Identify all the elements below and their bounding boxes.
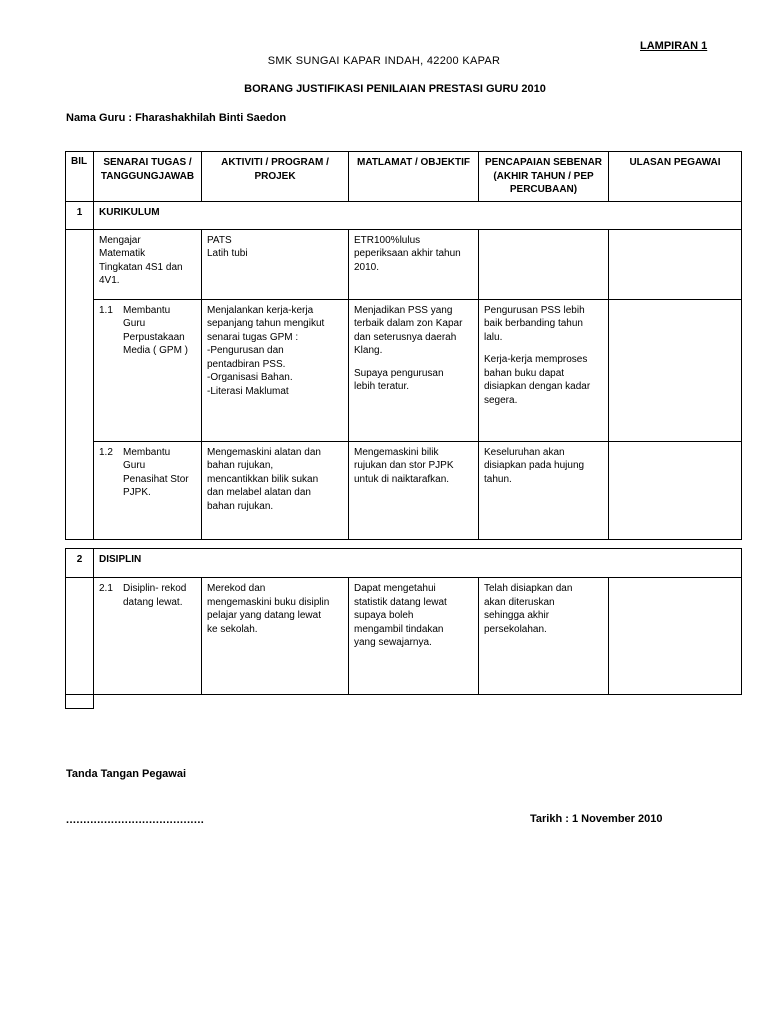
tugas-cell bbox=[94, 578, 202, 695]
text-line: lalu. bbox=[484, 331, 503, 343]
text-line: dan seterusnya daerah bbox=[354, 331, 457, 343]
text-line: -Organisasi Bahan. bbox=[207, 372, 293, 383]
text-line: ETR100%lulus bbox=[354, 234, 421, 246]
bil-cell bbox=[66, 578, 94, 695]
header-pencapaian-line: (AKHIR TAHUN / PEP bbox=[493, 170, 594, 182]
text-line: datang lewat. bbox=[123, 596, 183, 608]
date-label: Tarikh : 1 November 2010 bbox=[530, 813, 663, 825]
header-senarai-line: TANGGUNGJAWAB bbox=[100, 170, 195, 182]
disiplin-table bbox=[65, 548, 742, 709]
header-senarai-line: SENARAI TUGAS / bbox=[103, 157, 192, 168]
kurikulum-table bbox=[65, 151, 742, 540]
text-line: persekolahan. bbox=[484, 623, 547, 635]
text-line: senarai tugas GPM : bbox=[207, 331, 299, 343]
signature-label: Tanda Tangan Pegawai bbox=[66, 768, 187, 780]
pencapaian-cell bbox=[479, 299, 609, 441]
header-bil: BIL bbox=[66, 152, 94, 202]
text-line: dan melabel alatan dan bbox=[207, 487, 311, 498]
aktiviti-cell bbox=[202, 441, 349, 539]
section-row bbox=[66, 201, 742, 229]
pencapaian-cell bbox=[479, 578, 609, 695]
text-line: disiapkan pada hujung bbox=[484, 460, 585, 471]
text-line: bahan buku dapat bbox=[484, 367, 565, 379]
matlamat-cell bbox=[349, 299, 479, 441]
empty-cell bbox=[94, 695, 742, 709]
text-line: Keseluruhan akan bbox=[484, 446, 565, 458]
text-line: akan diteruskan bbox=[484, 596, 555, 608]
text-line: lebih teratur. bbox=[354, 381, 410, 392]
header-aktiviti: AKTIVITI / PROGRAM / PROJEK bbox=[202, 152, 349, 202]
subitem-text bbox=[123, 304, 188, 358]
bil-cell bbox=[66, 441, 94, 539]
text-line: untuk di naiktarafkan. bbox=[354, 473, 450, 485]
text-line: baik berbanding tahun bbox=[484, 318, 583, 329]
text-line: Penasihat Stor bbox=[123, 473, 189, 485]
school-name: SMK SUNGAI KAPAR INDAH, 42200 KAPAR bbox=[267, 55, 501, 67]
tugas-cell bbox=[94, 299, 202, 441]
section-title: KURIKULUM bbox=[94, 201, 742, 229]
section-number: 1 bbox=[66, 201, 94, 229]
matlamat-cell bbox=[349, 441, 479, 539]
text-line: Kerja-kerja memproses bbox=[484, 354, 588, 365]
bil-cell bbox=[66, 299, 94, 441]
text-line: sehingga akhir bbox=[484, 610, 550, 621]
subitem-number: 1.2 bbox=[99, 446, 113, 458]
teacher-name: Nama Guru : Fharashakhilah Binti Saedon bbox=[66, 112, 287, 124]
matlamat-cell bbox=[349, 229, 479, 299]
text-line: Mengemaskini alatan dan bbox=[207, 446, 321, 458]
text-line: Mengemaskini bilik bbox=[354, 446, 439, 458]
text-line: Menjadikan PSS yang bbox=[354, 304, 453, 316]
table-row bbox=[66, 299, 742, 441]
ulasan-cell bbox=[609, 229, 742, 299]
header-pencapaian-line: PERCUBAAN) bbox=[509, 184, 578, 195]
text-line: Telah disiapkan dan bbox=[484, 583, 573, 594]
text-line: terbaik dalam zon Kapar bbox=[354, 318, 463, 329]
text-line: Guru bbox=[123, 318, 146, 329]
text-line: bahan rujukan, bbox=[207, 460, 274, 471]
text-line: mencantikkan bilik sukan bbox=[207, 473, 319, 485]
tugas-cell bbox=[94, 441, 202, 539]
text-line: Membantu bbox=[123, 304, 171, 316]
text-line: Supaya pengurusan bbox=[354, 367, 444, 379]
text-line: Pengurusan PSS lebih bbox=[484, 304, 585, 316]
ulasan-cell bbox=[609, 441, 742, 539]
text-line: Latih tubi bbox=[207, 248, 248, 259]
text-line: Merekod dan bbox=[207, 583, 266, 594]
text-line: peperiksaan akhir tahun bbox=[354, 248, 461, 259]
ulasan-cell bbox=[609, 299, 742, 441]
table-row bbox=[66, 441, 742, 539]
section-number: 2 bbox=[66, 549, 94, 578]
bil-cell bbox=[66, 229, 94, 299]
table-row bbox=[66, 578, 742, 695]
text-line: segera. bbox=[484, 394, 518, 406]
pencapaian-cell bbox=[479, 441, 609, 539]
header-matlamat: MATLAMAT / OBJEKTIF bbox=[349, 152, 479, 202]
header-pencapaian-line: PENCAPAIAN SEBENAR bbox=[484, 157, 603, 168]
bil-cell bbox=[66, 695, 94, 709]
header-ulasan: ULASAN PEGAWAI bbox=[609, 152, 742, 202]
signature-line: ........................................ bbox=[66, 814, 205, 826]
ulasan-cell bbox=[609, 578, 742, 695]
aktiviti-cell bbox=[202, 299, 349, 441]
text-line: sepanjang tahun mengikut bbox=[207, 318, 325, 329]
header-senarai bbox=[94, 152, 202, 202]
tugas-cell bbox=[94, 229, 202, 299]
section-title: DISIPLIN bbox=[94, 549, 742, 578]
text-line: pelajar yang datang lewat bbox=[207, 610, 321, 621]
subitem bbox=[99, 304, 196, 358]
header-pencapaian bbox=[479, 152, 609, 202]
text-line: Guru bbox=[123, 460, 146, 471]
subitem-number: 2.1 bbox=[99, 583, 113, 594]
text-line: disiapkan dengan kadar bbox=[484, 381, 591, 392]
subitem bbox=[99, 446, 196, 500]
text-line: ke sekolah. bbox=[207, 623, 258, 635]
pencapaian-cell bbox=[479, 229, 609, 299]
lampiran-label: LAMPIRAN 1 bbox=[640, 40, 708, 52]
text-line: -Pengurusan dan bbox=[207, 345, 284, 356]
paragraph-gap bbox=[484, 344, 603, 353]
text-line: Dapat mengetahui bbox=[354, 583, 436, 594]
text-line: PJPK. bbox=[123, 487, 151, 498]
form-title: BORANG JUSTIFIKASI PENILAIAN PRESTASI GURU 2010 bbox=[244, 83, 546, 95]
text-line: rujukan dan stor PJPK bbox=[354, 460, 454, 471]
paragraph-gap bbox=[354, 358, 473, 367]
text-line: tahun. bbox=[484, 473, 512, 485]
aktiviti-cell bbox=[202, 578, 349, 695]
text-line: Mengajar bbox=[99, 234, 141, 246]
text-line: Disiplin- rekod bbox=[123, 583, 187, 594]
text-line: Menjalankan kerja-kerja bbox=[207, 304, 314, 316]
text-line: bahan rujukan. bbox=[207, 500, 274, 512]
text-line: Perpustakaan bbox=[123, 331, 185, 343]
table-row bbox=[66, 695, 742, 709]
text-line: statistik datang lewat bbox=[354, 596, 447, 608]
header-row bbox=[66, 152, 742, 202]
text-line: 4V1. bbox=[99, 275, 120, 286]
text-line: Media ( GPM ) bbox=[123, 345, 189, 356]
text-line: Membantu bbox=[123, 446, 171, 458]
text-line: supaya boleh bbox=[354, 610, 414, 621]
text-line: Klang. bbox=[354, 345, 383, 356]
text-line: pentadbiran PSS. bbox=[207, 358, 286, 370]
text-line: Matematik bbox=[99, 248, 146, 259]
text-line: Tingkatan 4S1 dan bbox=[99, 261, 183, 273]
section-row bbox=[66, 549, 742, 578]
text-line: 2010. bbox=[354, 261, 380, 273]
table-row bbox=[66, 229, 742, 299]
text-line: PATS bbox=[207, 234, 232, 246]
text-line: mengemaskini buku disiplin bbox=[207, 596, 330, 608]
subitem bbox=[99, 582, 196, 609]
text-line: mengambil tindakan bbox=[354, 623, 444, 635]
subitem-text bbox=[123, 582, 186, 609]
subitem-text bbox=[123, 446, 189, 500]
text-line: yang sewajarnya. bbox=[354, 637, 432, 648]
subitem-number: 1.1 bbox=[99, 304, 113, 316]
aktiviti-cell bbox=[202, 229, 349, 299]
matlamat-cell bbox=[349, 578, 479, 695]
text-line: -Literasi Maklumat bbox=[207, 385, 289, 397]
